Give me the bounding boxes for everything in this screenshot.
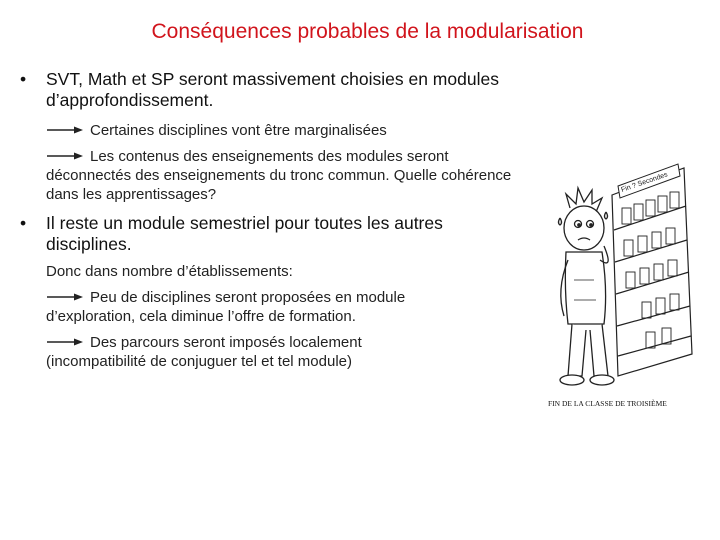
- bullet-1-sub-1: [46, 121, 526, 140]
- bullet-2: [20, 213, 520, 255]
- arrow-right-icon: [46, 125, 84, 135]
- bullet-1-sub-2: [46, 147, 526, 204]
- bullet-1-sub-1-text: Certaines disciplines vont être marginalisées: [90, 122, 387, 139]
- arrow-right-icon: [46, 292, 84, 302]
- bullet-2-intro: Donc dans nombre d’établissements:: [46, 263, 293, 280]
- bullet-1-sub-2-text-b: déconnectés des enseignements du tronc commun. Quelle cohérence dans les apprentissages?: [46, 167, 512, 203]
- cartoon-illustration: [534, 140, 698, 412]
- bullet-2-sub-2: [46, 333, 526, 371]
- bullet-marker: •: [20, 69, 27, 89]
- bullet-2-sub-1-text-a: Peu de disciplines seront proposées en module: [90, 289, 406, 306]
- bullet-marker: •: [20, 213, 27, 233]
- bullet-2-text: Il reste un module semestriel pour toutes les autres disciplines.: [46, 213, 443, 254]
- arrow-right-icon: [46, 337, 84, 347]
- bullet-1-text: SVT, Math et SP seront massivement choisies en modules d’approfondissement.: [46, 69, 499, 110]
- bullet-2-sub-2-text-b: (incompatibilité de conjuguer tel et tel module): [46, 353, 352, 370]
- slide-title: Conséquences probables de la modularisation: [151, 20, 584, 43]
- arrow-right-icon: [46, 151, 84, 161]
- bullet-2-sub-1: [46, 288, 526, 326]
- bullet-1-sub-2-text-a: Les contenus des enseignements des modules seront: [90, 148, 449, 165]
- bullet-1: [20, 69, 520, 111]
- bullet-2-sub-2-text-a: Des parcours seront imposés localement: [90, 334, 362, 351]
- shelf-sign-text: Fin ? Secondes: [620, 171, 669, 194]
- illustration-caption: FIN DE LA CLASSE DE TROISIÈME: [548, 399, 667, 408]
- bullet-2-sub-1-text-b: d’exploration, cela diminue l’offre de formation.: [46, 308, 356, 325]
